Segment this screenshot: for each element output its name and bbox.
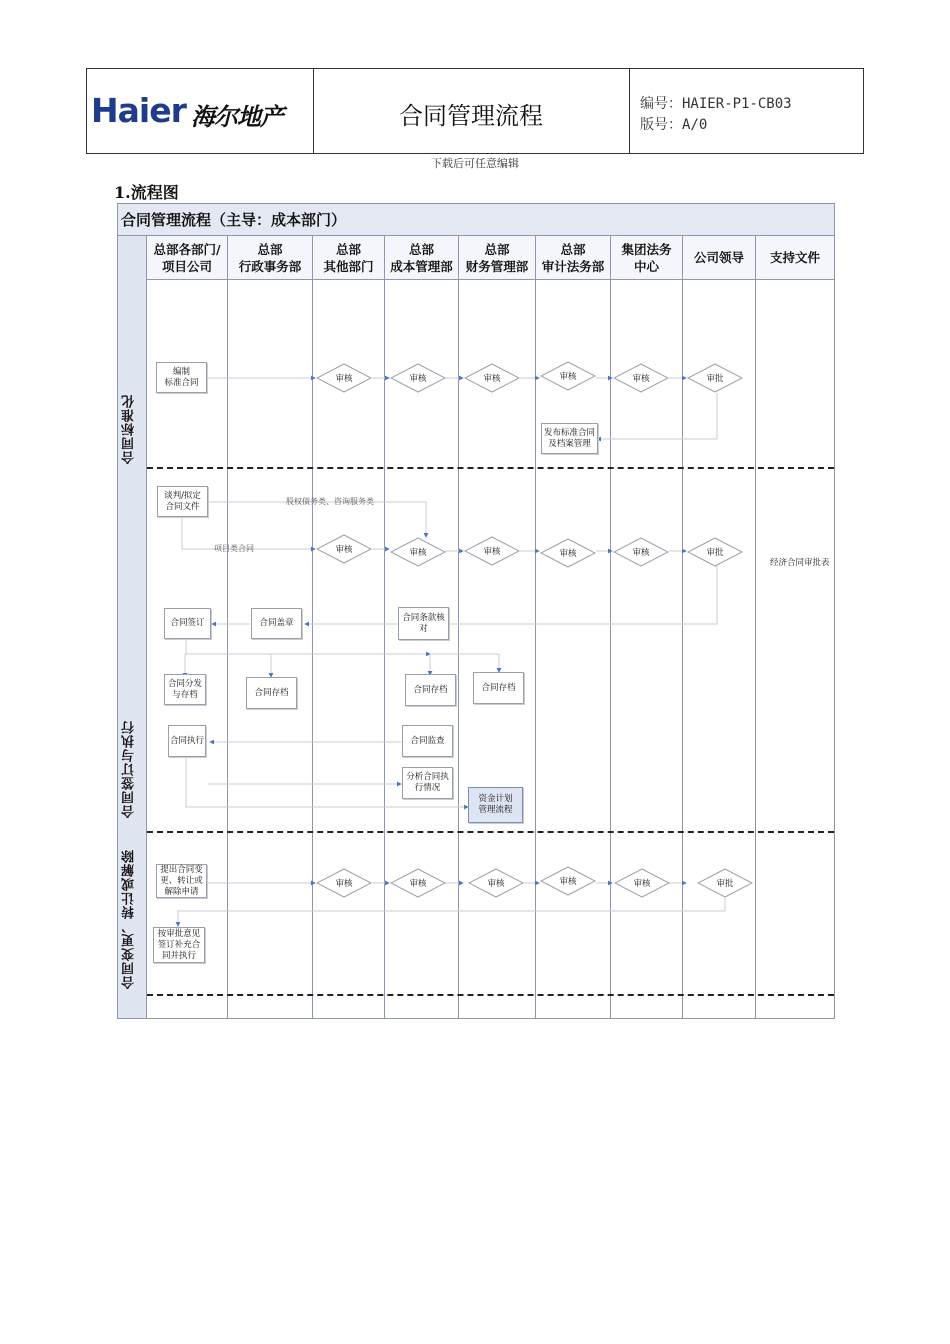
negotiate-contract-box: 谈判/拟定 合同文件 bbox=[157, 486, 208, 517]
document-header bbox=[86, 68, 864, 154]
review-label: 审核 bbox=[409, 879, 427, 889]
haier-realestate-logo: 海尔地产 bbox=[191, 102, 283, 131]
review-diamond bbox=[316, 534, 372, 564]
approve-diamond bbox=[687, 537, 743, 567]
review-label: 审核 bbox=[335, 374, 353, 384]
flow-chart bbox=[117, 203, 835, 1019]
contract-monitoring-box: 合同监查 bbox=[402, 725, 453, 757]
approve-label: 审批 bbox=[706, 374, 724, 384]
contract-distribute-box: 合同分发 与存档 bbox=[164, 674, 206, 705]
review-label: 审核 bbox=[632, 374, 650, 384]
supplement-contract-box: 按审批意见 签订补充合 同并执行 bbox=[153, 927, 205, 963]
haier-logo: Haier bbox=[91, 91, 186, 130]
review-diamond bbox=[316, 363, 372, 393]
review-label: 审核 bbox=[335, 545, 353, 555]
review-diamond bbox=[540, 538, 596, 568]
review-diamond bbox=[540, 361, 596, 391]
approve-diamond bbox=[697, 868, 753, 898]
review-diamond bbox=[468, 868, 524, 898]
lane-header-support: 支持文件 bbox=[756, 236, 834, 280]
review-label: 审核 bbox=[633, 879, 651, 889]
review-diamond bbox=[613, 537, 669, 567]
contract-seal-box: 合同盖章 bbox=[251, 608, 302, 639]
logo-cell bbox=[87, 69, 314, 153]
review-label: 审核 bbox=[409, 548, 427, 558]
analyze-execution-box: 分析合同执 行情况 bbox=[402, 767, 453, 799]
stage-label-change: 合同变更、转让或解除 bbox=[122, 849, 137, 989]
chart-title: 合同管理流程（主导：成本部门） bbox=[121, 211, 347, 229]
lane-header-departments: 总部各部门/ 项目公司 bbox=[147, 236, 228, 280]
review-diamond bbox=[614, 868, 670, 898]
contract-execution-box: 合同执行 bbox=[168, 725, 206, 757]
review-label: 审核 bbox=[632, 548, 650, 558]
review-diamond bbox=[316, 868, 372, 898]
review-label: 审核 bbox=[559, 549, 577, 559]
change-request-box: 提出合同变 更、转让或 解除申请 bbox=[156, 864, 207, 898]
approve-label: 审批 bbox=[716, 879, 734, 889]
review-diamond bbox=[390, 868, 446, 898]
document-title: 合同管理流程 bbox=[399, 102, 543, 130]
review-label: 审核 bbox=[559, 877, 577, 887]
approve-diamond bbox=[687, 363, 743, 393]
lane-header-group-legal: 集团法务 中心 bbox=[611, 236, 683, 280]
contract-terms-check-box: 合同条款核 对 bbox=[398, 607, 449, 640]
lane-header-audit: 总部 审计法务部 bbox=[536, 236, 611, 280]
review-label: 审核 bbox=[559, 372, 577, 382]
project-contract-note: 项目类合同 bbox=[214, 544, 254, 553]
review-label: 审核 bbox=[483, 374, 501, 384]
document-version: 版号：A/0 bbox=[640, 117, 708, 133]
review-diamond bbox=[464, 536, 520, 566]
draft-standard-contract-box: 编制 标准合同 bbox=[156, 362, 207, 393]
lane-header-cost: 总部 成本管理部 bbox=[385, 236, 459, 280]
review-label: 审核 bbox=[335, 879, 353, 889]
lane-header-other: 总部 其他部门 bbox=[313, 236, 385, 280]
fund-plan-process-box: 资金计划 管理流程 bbox=[468, 787, 523, 823]
title-cell bbox=[313, 69, 630, 153]
contract-archive-cost-box: 合同存档 bbox=[405, 674, 456, 706]
publish-standard-contract-box: 发布标准合同 及档案管理 bbox=[541, 423, 598, 454]
support-doc-approval-form: 经济合同审批表 bbox=[770, 558, 830, 568]
review-label: 审核 bbox=[409, 374, 427, 384]
review-diamond bbox=[613, 363, 669, 393]
review-diamond bbox=[540, 866, 596, 896]
lane-header-leadership: 公司领导 bbox=[683, 236, 756, 280]
equity-consulting-note: 股权债务类、咨询服务类 bbox=[286, 497, 374, 506]
lane-header-admin: 总部 行政事务部 bbox=[228, 236, 313, 280]
stage-label-standardization: 合同标准化 bbox=[122, 394, 137, 464]
approve-label: 审批 bbox=[706, 548, 724, 558]
download-note: 下载后可任意编辑 bbox=[431, 157, 519, 170]
section-title: 1.流程图 bbox=[114, 183, 179, 202]
review-diamond bbox=[390, 363, 446, 393]
review-diamond bbox=[464, 363, 520, 393]
contract-archive-finance-box: 合同存档 bbox=[473, 672, 524, 704]
lane-header-finance: 总部 财务管理部 bbox=[459, 236, 536, 280]
review-label: 审核 bbox=[483, 547, 501, 557]
review-diamond bbox=[390, 537, 446, 567]
stage-label-signing: 合同签订与执行 bbox=[122, 720, 137, 818]
meta-cell bbox=[630, 69, 863, 153]
contract-archive-admin-box: 合同存档 bbox=[246, 677, 297, 709]
document-code: 编号：HAIER-P1-CB03 bbox=[640, 96, 792, 112]
contract-signing-box: 合同签订 bbox=[164, 608, 211, 639]
review-label: 审核 bbox=[487, 879, 505, 889]
